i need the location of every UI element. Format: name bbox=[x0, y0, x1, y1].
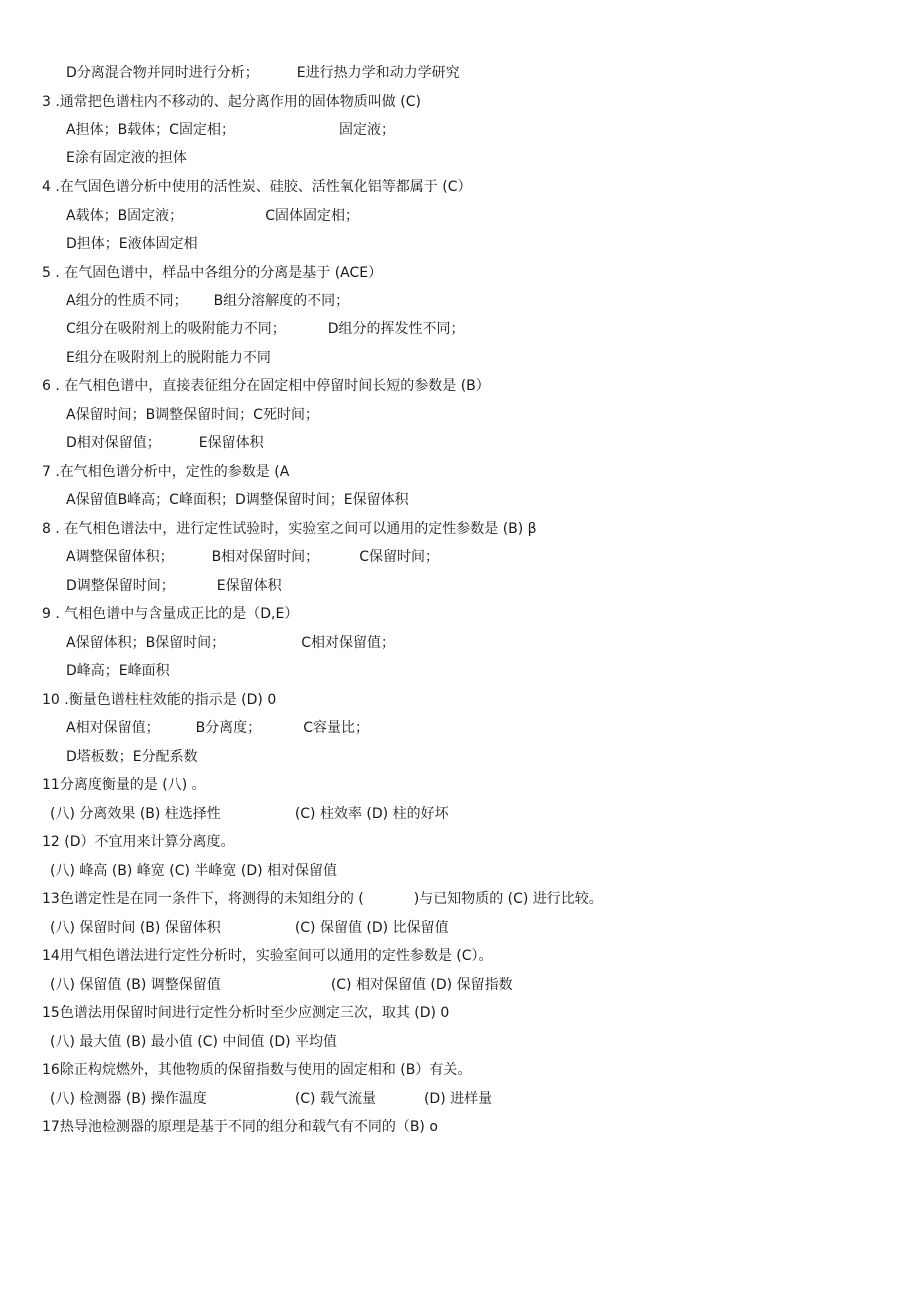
option-line: A保留时间；B调整保留时间；C死时间； bbox=[66, 407, 319, 423]
question-5: 5 . 在气固色谱中，样品中各组分的分离是基于 (ACE） bbox=[42, 265, 383, 281]
option-line: C组分在吸附剂上的吸附能力不同； D组分的挥发性不同； bbox=[66, 321, 465, 337]
question-17: 17热导池检测器的原理是基于不同的组分和载气有不同的（B) o bbox=[42, 1119, 438, 1135]
question-15: 15色谱法用保留时间进行定性分析时至少应测定三次，取其 (D) 0 bbox=[42, 1005, 450, 1021]
choice-line: (八) 分离效果 (B) 柱选择性 (C) 柱效率 (D) 柱的好坏 bbox=[50, 806, 449, 822]
option-line: E组分在吸附剂上的脱附能力不同 bbox=[66, 350, 271, 366]
question-10: 10 .衡量色谱柱柱效能的指示是 (D) 0 bbox=[42, 692, 277, 708]
option-line: D调整保留时间； E保留体积 bbox=[66, 578, 282, 594]
option-line: A调整保留体积； B相对保留时间； C保留时间； bbox=[66, 549, 439, 565]
option-line: A担体；B载体；C固定相； 固定液； bbox=[66, 122, 395, 138]
choice-line: (八) 保留时间 (B) 保留体积 (C) 保留值 (D) 比保留值 bbox=[50, 920, 449, 936]
option-line: D相对保留值； E保留体积 bbox=[66, 435, 264, 451]
choice-line: (八) 检测器 (B) 操作温度 (C) 载气流量 (D) 进样量 bbox=[50, 1091, 493, 1107]
option-line: A相对保留值； B分离度； C容量比； bbox=[66, 720, 369, 736]
question-7: 7 .在气相色谱分析中，定性的参数是 (A bbox=[42, 464, 290, 480]
option-line: A保留体积；B保留时间； C相对保留值； bbox=[66, 635, 395, 651]
question-12: 12 (D）不宜用来计算分离度。 bbox=[42, 834, 235, 850]
question-4: 4 .在气固色谱分析中使用的活性炭、硅胶、活性氧化铝等都属于 (C） bbox=[42, 179, 472, 195]
question-11: 11分离度衡量的是 (八) 。 bbox=[42, 777, 206, 793]
choice-line: (八) 保留值 (B) 调整保留值 (C) 相对保留值 (D) 保留指数 bbox=[50, 977, 513, 993]
option-line: D分离混合物并同时进行分析； E进行热力学和动力学研究 bbox=[66, 65, 460, 81]
question-13: 13色谱定性是在同一条件下，将测得的未知组分的 ( )与已知物质的 (C) 进行比较。 bbox=[42, 891, 603, 907]
question-6: 6 . 在气相色谱中，直接表征组分在固定相中停留时间长短的参数是 (B） bbox=[42, 378, 490, 394]
option-line: D担体；E液体固定相 bbox=[66, 236, 198, 252]
question-16: 16除正构烷燃外，其他物质的保留指数与使用的固定相和 (B）有关。 bbox=[42, 1062, 472, 1078]
question-8: 8 . 在气相色谱法中，进行定性试验时，实验室之间可以通用的定性参数是 (B) β bbox=[42, 521, 537, 537]
choice-line: (八) 最大值 (B) 最小值 (C) 中间值 (D) 平均值 bbox=[50, 1034, 338, 1050]
option-line: D塔板数；E分配系数 bbox=[66, 749, 198, 765]
choice-line: (八) 峰高 (B) 峰宽 (C) 半峰宽 (D) 相对保留值 bbox=[50, 863, 338, 879]
option-line: A保留值B峰高；C峰面积；D调整保留时间；E保留体积 bbox=[66, 492, 409, 508]
question-9: 9 . 气相色谱中与含量成正比的是（D,E） bbox=[42, 606, 299, 622]
question-14: 14用气相色谱法进行定性分析时，实验室间可以通用的定性参数是 (C）。 bbox=[42, 948, 493, 964]
option-line: A载体；B固定液； C固体固定相； bbox=[66, 208, 359, 224]
option-line: D峰高；E峰面积 bbox=[66, 663, 170, 679]
option-line: E涂有固定液的担体 bbox=[66, 150, 187, 166]
option-line: A组分的性质不同； B组分溶解度的不同； bbox=[66, 293, 350, 309]
question-3: 3 .通常把色谱柱内不移动的、起分离作用的固体物质叫做 (C) bbox=[42, 94, 421, 110]
